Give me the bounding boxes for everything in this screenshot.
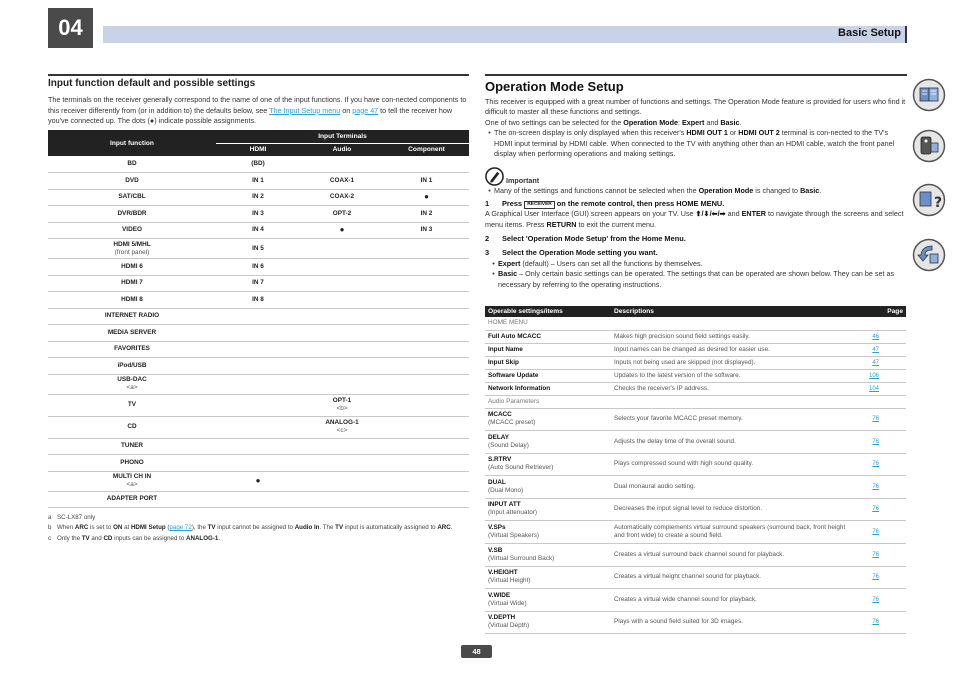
input-row xyxy=(48,341,469,358)
setting-description-cell: Creates a virtual surround back channel sound for playback. xyxy=(611,544,856,567)
audio-cell xyxy=(300,259,384,276)
footnote-b: b When ARC is set to ON at HDMI Setup (page 72), the TV input cannot be assigned to Audio In. The TV input is automatically assigned to ARC. xyxy=(48,524,453,532)
input-name-cell: BD xyxy=(48,156,216,173)
setting-description-cell: Adjusts the delay time of the overall sound. xyxy=(611,431,856,454)
setting-row xyxy=(485,589,906,612)
hdmi-cell: IN 2 xyxy=(216,189,300,206)
setting-page-cell xyxy=(856,330,906,343)
input-row xyxy=(48,374,469,394)
setting-page-cell xyxy=(856,476,906,499)
audio-cell xyxy=(300,275,384,292)
hdmi-cell xyxy=(216,455,300,472)
setting-name-cell: Software Update xyxy=(485,369,611,382)
input-name-cell: TV xyxy=(48,394,216,416)
input-row xyxy=(48,189,469,206)
audio-cell xyxy=(300,358,384,375)
input-name-cell: MULTI CH IN <a> xyxy=(48,471,216,491)
setting-description-cell: Selects your favorite MCACC preset memory. xyxy=(611,408,856,431)
audio-cell xyxy=(300,239,384,259)
right-rule xyxy=(485,74,907,76)
svg-text:?: ? xyxy=(934,195,943,211)
footnotes xyxy=(48,513,469,544)
audio-cell: COAX-1 xyxy=(300,173,384,190)
audio-cell xyxy=(300,292,384,309)
one-of-two-line: One of two settings can be selected for the Operation Mode: Expert and Basic. xyxy=(485,117,742,127)
setting-description-cell: Makes high precision sound field settings easily. xyxy=(611,330,856,343)
page-number: 48 xyxy=(461,645,492,658)
page-72-link[interactable]: page 72 xyxy=(169,524,192,532)
setting-page-cell xyxy=(856,431,906,454)
setting-name-cell: V.WIDE (Virtual Wide) xyxy=(485,589,611,612)
input-row xyxy=(48,275,469,292)
input-name-cell: ADAPTER PORT xyxy=(48,491,216,508)
important-title: Important xyxy=(506,176,540,186)
section-header xyxy=(103,26,907,43)
component-cell xyxy=(384,471,469,491)
page-link[interactable]: 76 xyxy=(872,574,879,581)
manual-book-icon[interactable] xyxy=(912,78,946,112)
intro-paragraph: This receiver is equipped with a great number of functions and settings. The Operation Mode feature is provided for users who find it difficult to master all these functions and settings. xyxy=(485,97,906,117)
input-row xyxy=(48,292,469,309)
setting-description-cell: Decreases the input signal level to reduce distortion. xyxy=(611,498,856,521)
input-name-cell: HDMI 6 xyxy=(48,259,216,276)
setting-page-cell xyxy=(856,521,906,544)
setting-description-cell: Dual monaural audio setting. xyxy=(611,476,856,499)
setting-name-cell: DELAY (Sound Delay) xyxy=(485,431,611,454)
page-link[interactable]: 76 xyxy=(872,529,879,535)
page-link[interactable]: 46 xyxy=(872,333,879,340)
input-row xyxy=(48,222,469,239)
input-row xyxy=(48,358,469,375)
setting-name-cell: Full Auto MCACC xyxy=(485,330,611,343)
category-label: HOME MENU xyxy=(485,317,906,330)
setting-name-cell: V.SB (Virtual Surround Back) xyxy=(485,544,611,567)
hdmi-cell xyxy=(216,438,300,455)
audio-cell xyxy=(300,374,384,394)
input-row xyxy=(48,455,469,472)
component-cell: IN 3 xyxy=(384,222,469,239)
hdmi-cell: IN 4 xyxy=(216,222,300,239)
component-cell xyxy=(384,374,469,394)
hdmi-cell: IN 6 xyxy=(216,259,300,276)
col-hdmi: HDMI xyxy=(216,143,300,156)
col-component: Component xyxy=(384,143,469,156)
setting-name-cell: DUAL (Dual Mono) xyxy=(485,476,611,499)
important-pencil-icon xyxy=(485,167,504,186)
hdmi-cell xyxy=(216,358,300,375)
setting-description-cell: Input names can be changed as desired for easier use. xyxy=(611,343,856,356)
setting-row xyxy=(485,382,906,395)
setting-name-cell: INPUT ATT (Input attenuator) xyxy=(485,498,611,521)
remote-control-icon[interactable] xyxy=(912,129,946,163)
page-link[interactable]: 76 xyxy=(872,461,879,468)
page-link[interactable]: 76 xyxy=(872,596,879,603)
input-row xyxy=(48,438,469,455)
setting-row xyxy=(485,408,906,431)
input-name-cell: SAT/CBL xyxy=(48,189,216,206)
important-block xyxy=(485,167,906,186)
audio-cell xyxy=(300,325,384,342)
audio-cell: OPT-1 <b> xyxy=(300,394,384,416)
input-name-cell: DVR/BDR xyxy=(48,206,216,223)
input-name-cell: MEDIA SERVER xyxy=(48,325,216,342)
component-cell xyxy=(384,416,469,438)
page-link[interactable]: 76 xyxy=(872,619,879,626)
input-row xyxy=(48,325,469,342)
setting-page-cell xyxy=(856,566,906,589)
page-link[interactable]: 76 xyxy=(872,506,879,513)
input-row xyxy=(48,259,469,276)
setting-description-cell: Plays compressed sound with high sound quality. xyxy=(611,453,856,476)
setting-page-cell xyxy=(856,453,906,476)
audio-cell xyxy=(300,471,384,491)
audio-cell xyxy=(300,156,384,173)
category-label: Audio Parameters xyxy=(485,395,906,408)
component-cell xyxy=(384,156,469,173)
setting-row xyxy=(485,611,906,634)
hdmi-cell: ● xyxy=(216,471,300,491)
category-row xyxy=(485,317,906,330)
setting-row xyxy=(485,343,906,356)
component-cell: ● xyxy=(384,189,469,206)
osd-note-bullet: • The on-screen display is only displayed when this receiver's HDMI OUT 1 or HDMI OUT 2 terminal is con-nected to the TV's HDMI input terminal by HDMI cable. When connected to the TV with anything other than an HDMI cable, watch the front panel display when performing operations and making settings. xyxy=(488,128,895,159)
setting-name-cell: V.HEIGHT (Virtual Height) xyxy=(485,566,611,589)
input-row xyxy=(48,416,469,438)
receiver-button-icon: RECEIVER xyxy=(524,201,555,209)
page-link[interactable]: 47 xyxy=(872,359,879,366)
setting-description-cell: Inputs not being used are skipped (not displayed). xyxy=(611,356,856,369)
hdmi-cell xyxy=(216,491,300,508)
hdmi-cell xyxy=(216,416,300,438)
section-title: Basic Setup xyxy=(838,27,901,39)
help-question-icon[interactable] xyxy=(912,183,946,217)
audio-cell: ● xyxy=(300,222,384,239)
component-cell xyxy=(384,308,469,325)
setting-page-cell xyxy=(856,369,906,382)
audio-cell xyxy=(300,455,384,472)
component-cell xyxy=(384,275,469,292)
component-cell xyxy=(384,259,469,276)
step-2: 2 Select 'Operation Mode Setup' from the Home Menu. xyxy=(485,234,686,244)
setting-page-cell xyxy=(856,498,906,521)
header-divider xyxy=(905,26,907,43)
setting-description-cell: Updates to the latest version of the software. xyxy=(611,369,856,382)
audio-cell xyxy=(300,341,384,358)
setting-name-cell: Input Skip xyxy=(485,356,611,369)
audio-cell: OPT-2 xyxy=(300,206,384,223)
input-name-cell: HDMI 7 xyxy=(48,275,216,292)
setting-name-cell: V.DEPTH (Virtual Depth) xyxy=(485,611,611,634)
hdmi-cell: IN 8 xyxy=(216,292,300,309)
setting-page-cell xyxy=(856,611,906,634)
step-1: 1 Press RECEIVER on the remote control, then press HOME MENU. xyxy=(485,198,725,208)
input-row xyxy=(48,471,469,491)
setting-description-cell: Checks the receiver's IP address. xyxy=(611,382,856,395)
input-row xyxy=(48,308,469,325)
input-name-cell: DVD xyxy=(48,173,216,190)
basic-bullet: • Basic – Only certain basic settings can be operated. The settings that can be operated are shown below. They can be set as necessary by referring to the operating instructions. xyxy=(492,269,895,289)
input-row xyxy=(48,206,469,223)
component-cell xyxy=(384,455,469,472)
operation-mode-heading: Operation Mode Setup xyxy=(485,79,624,94)
page-link[interactable]: 104 xyxy=(868,385,879,392)
setting-row xyxy=(485,498,906,521)
setting-name-cell: S.RTRV (Auto Sound Retriever) xyxy=(485,453,611,476)
setting-name-cell: MCACC (MCACC preset) xyxy=(485,408,611,431)
footnote-a: a SC-LX87 only xyxy=(48,514,96,521)
page-link[interactable]: 76 xyxy=(872,438,879,445)
hdmi-cell xyxy=(216,341,300,358)
step-1-description: A Graphical User Interface (GUI) screen appears on your TV. Use ⬆/⬇/⬅/➡ and ENTER to navigate through the screens and select menu items. Press RETURN to exit the current menu. xyxy=(485,209,904,229)
input-setup-link[interactable]: The Input Setup menu xyxy=(269,105,341,115)
setting-row xyxy=(485,521,906,544)
col-settings: Operable settings/items xyxy=(485,306,611,317)
setting-row xyxy=(485,544,906,567)
page-link[interactable]: 106 xyxy=(868,372,879,379)
hdmi-cell xyxy=(216,308,300,325)
input-name-cell: PHONO xyxy=(48,455,216,472)
hdmi-cell: IN 5 xyxy=(216,239,300,259)
audio-cell xyxy=(300,308,384,325)
category-row xyxy=(485,395,906,408)
input-name-cell: INTERNET RADIO xyxy=(48,308,216,325)
component-cell: IN 2 xyxy=(384,206,469,223)
col-audio: Audio xyxy=(300,143,384,156)
col-input-terminals: Input Terminals xyxy=(216,130,469,143)
step-3: 3 Select the Operation Mode setting you want. xyxy=(485,248,658,258)
setting-page-cell xyxy=(856,382,906,395)
input-row xyxy=(48,394,469,416)
important-bullet: • Many of the settings and functions cannot be selected when the Operation Mode is changed to Basic. xyxy=(488,186,822,196)
audio-cell xyxy=(300,438,384,455)
component-cell xyxy=(384,325,469,342)
input-name-cell: iPod/USB xyxy=(48,358,216,375)
col-descriptions: Descriptions xyxy=(611,306,856,317)
page-link[interactable]: 76 xyxy=(872,483,879,490)
footnote-c: c Only the TV and CD inputs can be assigned to ANALOG-1. xyxy=(48,534,221,542)
input-function-rows xyxy=(48,156,469,508)
left-intro: The terminals on the receiver generally correspond to the name of one of the input functions. If you have con-nected components to this receiver differently from (or in addition to) the defaults below, see The Input Setup menu on page 47 to tell the receiver how you've connected up. The dots (●) indicate possible assignments. xyxy=(48,95,467,125)
input-name-cell: HDMI 8 xyxy=(48,292,216,309)
back-arrow-icon[interactable] xyxy=(912,238,946,272)
component-cell xyxy=(384,491,469,508)
hdmi-cell xyxy=(216,325,300,342)
col-page: Page xyxy=(856,306,906,317)
chapter-number: 04 xyxy=(48,8,93,48)
input-name-cell: CD xyxy=(48,416,216,438)
input-function-table xyxy=(48,130,469,508)
input-name-cell: USB-DAC <a> xyxy=(48,374,216,394)
hdmi-cell: (BD) xyxy=(216,156,300,173)
setting-page-cell xyxy=(856,544,906,567)
setting-name-cell: Input Name xyxy=(485,343,611,356)
audio-cell: ANALOG-1 <c> xyxy=(300,416,384,438)
expert-bullet: • Expert (default) – Users can set all the functions by themselves. xyxy=(492,258,703,268)
setting-page-cell xyxy=(856,343,906,356)
setting-row xyxy=(485,356,906,369)
setting-row xyxy=(485,453,906,476)
input-row xyxy=(48,239,469,259)
component-cell xyxy=(384,292,469,309)
input-name-cell: TUNER xyxy=(48,438,216,455)
setting-name-cell: Network Information xyxy=(485,382,611,395)
arrow-keys-icon: ⬆/⬇/⬅/➡ xyxy=(695,209,726,219)
hdmi-cell: IN 7 xyxy=(216,275,300,292)
setting-description-cell: Creates a virtual wide channel sound for playback. xyxy=(611,589,856,612)
setting-row xyxy=(485,369,906,382)
audio-cell xyxy=(300,491,384,508)
col-input-function: Input function xyxy=(48,130,216,156)
hdmi-cell xyxy=(216,394,300,416)
operable-settings-table xyxy=(485,306,906,634)
setting-name-cell: V.SPs (Virtual Speakers) xyxy=(485,521,611,544)
setting-page-cell xyxy=(856,356,906,369)
input-name-cell: FAVORITES xyxy=(48,341,216,358)
component-cell xyxy=(384,239,469,259)
component-cell xyxy=(384,438,469,455)
setting-page-cell xyxy=(856,589,906,612)
left-rule xyxy=(48,74,469,76)
setting-row xyxy=(485,431,906,454)
setting-row xyxy=(485,476,906,499)
setting-description-cell: Plays with a sound field suited for 3D images. xyxy=(611,611,856,634)
setting-row xyxy=(485,330,906,343)
input-name-cell: VIDEO xyxy=(48,222,216,239)
hdmi-cell: IN 1 xyxy=(216,173,300,190)
component-cell xyxy=(384,394,469,416)
input-row xyxy=(48,156,469,173)
component-cell: IN 1 xyxy=(384,173,469,190)
input-name-cell: HDMI 5/MHL (front panel) xyxy=(48,239,216,259)
hdmi-cell: IN 3 xyxy=(216,206,300,223)
page-link[interactable]: 47 xyxy=(872,346,879,353)
setting-description-cell: Automatically complements virtual surround speakers (surround back, front height and front wide) to create a sound field. xyxy=(611,521,856,544)
input-row xyxy=(48,491,469,508)
page-link[interactable]: 76 xyxy=(872,551,879,558)
component-cell xyxy=(384,358,469,375)
setting-description-cell: Creates a virtual height channel sound for playback. xyxy=(611,566,856,589)
setting-page-cell xyxy=(856,408,906,431)
hdmi-cell xyxy=(216,374,300,394)
setting-row xyxy=(485,566,906,589)
input-row xyxy=(48,173,469,190)
component-cell xyxy=(384,341,469,358)
left-heading: Input function default and possible settings xyxy=(48,78,256,89)
operation-mode-body xyxy=(485,97,906,290)
audio-cell: COAX-2 xyxy=(300,189,384,206)
page-link[interactable]: 76 xyxy=(872,416,879,423)
page-47-link[interactable]: page 47 xyxy=(352,105,379,115)
operable-settings-rows xyxy=(485,317,906,634)
